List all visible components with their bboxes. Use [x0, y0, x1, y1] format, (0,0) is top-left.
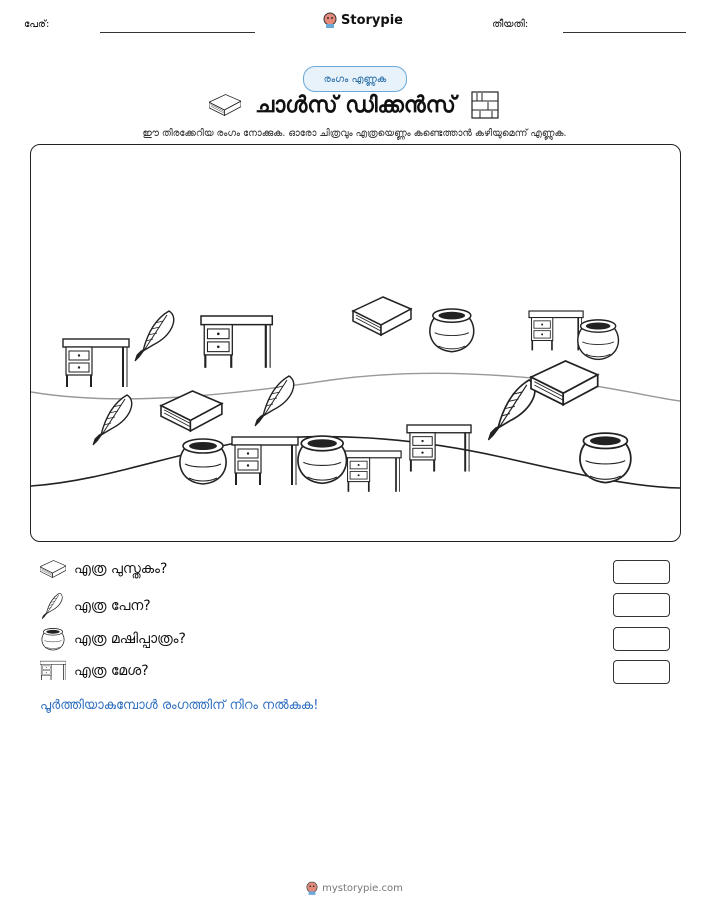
- date-label: തീയതി:: [492, 19, 529, 30]
- question-quills: [40, 593, 151, 619]
- footer: [0, 881, 709, 895]
- coloring-prompt: പൂർത്തിയാകുമ്പോൾ രംഗത്തിന് നിറം നൽകുക!: [40, 698, 319, 713]
- inkpot-icon: [298, 436, 347, 483]
- book-icon: [40, 560, 66, 578]
- date-field[interactable]: [563, 32, 686, 33]
- desk-icon: [345, 451, 401, 492]
- question-books: [40, 560, 167, 578]
- answer-box-desks[interactable]: [613, 660, 670, 684]
- answer-box-books[interactable]: [613, 560, 670, 584]
- page-title: ചാൾസ് ഡിക്കൻസ്: [255, 92, 456, 118]
- quill-icon: [93, 395, 132, 445]
- book-icon: [353, 297, 411, 335]
- quill-icon: [135, 311, 174, 361]
- inkpot-icon: [580, 433, 631, 483]
- footer-url[interactable]: mystorypie.com: [322, 882, 403, 894]
- answer-box-quills[interactable]: [613, 593, 670, 617]
- desk-icon: [232, 437, 298, 485]
- question-text: എത്ര മഷിപ്പാത്രം?: [74, 631, 186, 647]
- scene-illustration: [31, 145, 680, 541]
- question-text: എത്ര മേശ?: [74, 663, 149, 679]
- desk-icon: [201, 316, 272, 368]
- page-title-row: [0, 90, 709, 120]
- inkpot-icon: [578, 320, 619, 360]
- inkpot-icon: [180, 439, 226, 484]
- activity-badge: രംഗം എണ്ണുക: [303, 66, 407, 92]
- name-label: പേര്:: [24, 19, 50, 30]
- storypie-mascot-icon: [323, 12, 337, 28]
- bookshelf-icon: [470, 90, 500, 120]
- brand-name: Storypie: [341, 12, 403, 28]
- desk-icon: [529, 311, 583, 350]
- desk-icon: [63, 339, 129, 387]
- name-field[interactable]: [100, 32, 255, 33]
- question-inkpots: [40, 627, 186, 651]
- quill-icon: [255, 376, 294, 426]
- quill-icon: [488, 380, 535, 440]
- book-icon: [209, 94, 241, 116]
- storypie-mascot-icon: [306, 881, 318, 895]
- inkpot-icon: [40, 627, 66, 651]
- quill-icon: [40, 593, 66, 619]
- counting-scene: [30, 144, 681, 542]
- question-desks: [40, 660, 149, 682]
- instructions: ഈ തിരക്കേറിയ രംഗം നോക്കുക. ഓരോ ചിത്രവും എത്രയെണ്ണം കണ്ടെത്താൻ കഴിയുമെന്ന് എണ്ണുക.: [142, 128, 567, 139]
- desk-icon: [40, 660, 66, 682]
- book-icon: [531, 361, 598, 405]
- answer-box-inkpots[interactable]: [613, 627, 670, 651]
- inkpot-icon: [430, 309, 474, 352]
- question-text: എത്ര പേന?: [74, 598, 151, 614]
- question-text: എത്ര പുസ്തകം?: [74, 561, 168, 577]
- brand-logo: [323, 12, 403, 28]
